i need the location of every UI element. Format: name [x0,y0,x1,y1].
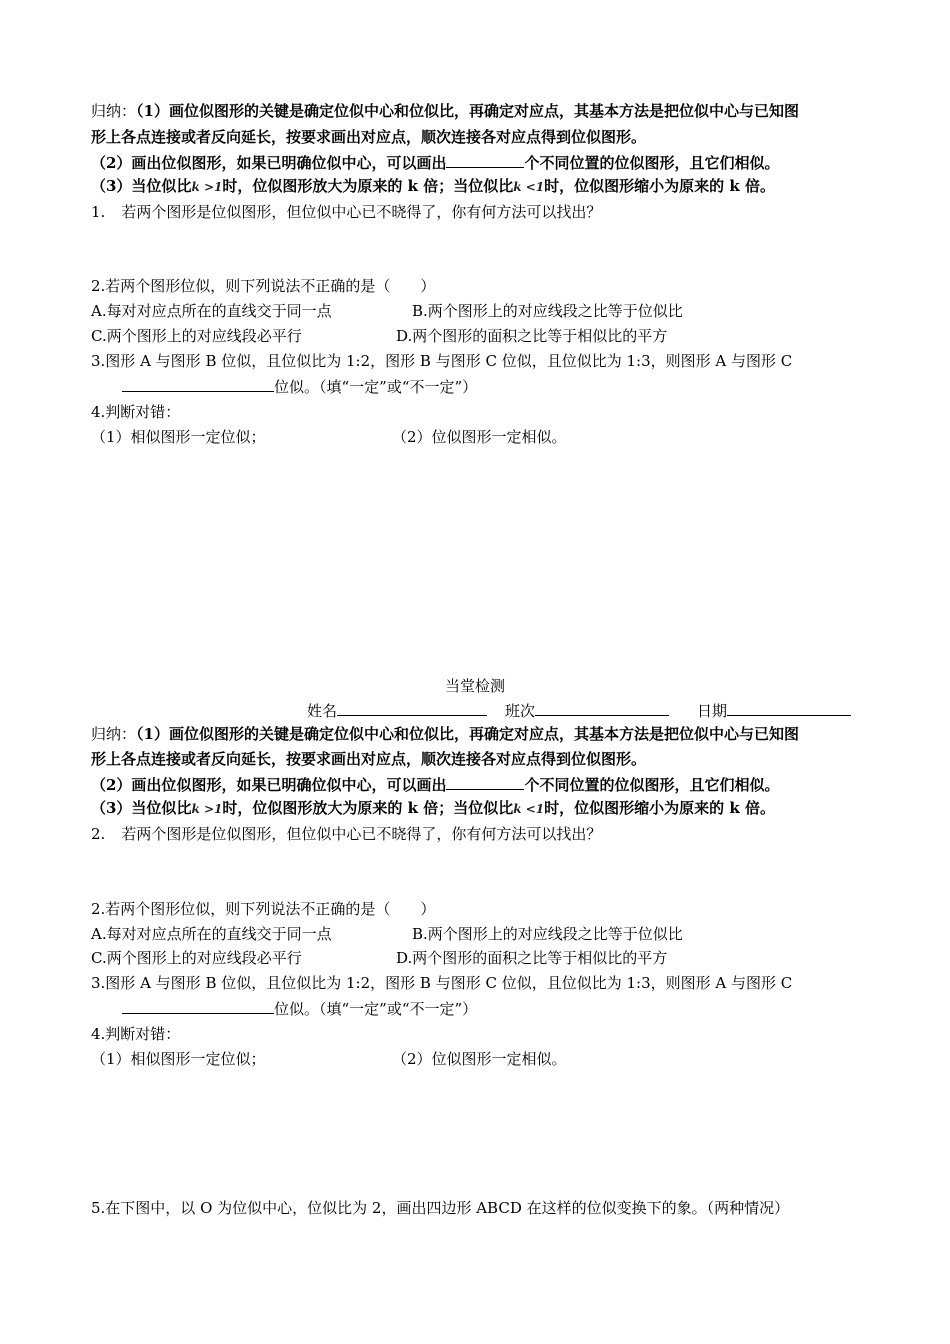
item3-text-b: 时，位似图形放大为原来的 k 倍；当位似比 [222,799,514,817]
question-3-tail: 位似。（填“一定”或“不一定”） [274,1000,478,1018]
item3-text-c: 时，位似图形缩小为原来的 k 倍。 [544,177,775,195]
option-a: A.每对对应点所在的直线交于同一点 [91,925,332,943]
question-2: 2.若两个图形位似，则下列说法不正确的是（ ） [91,900,436,918]
item3-text-c: 时，位似图形缩小为原来的 k 倍。 [544,799,775,817]
summary-label: 归纳： [91,725,137,743]
summary-item-2 [91,152,779,173]
question-3-tail: 位似。（填“一定”或“不一定”） [274,378,478,396]
summary-line-1 [91,724,799,744]
summary-item-2 [91,774,779,795]
name-label: 姓名 [307,702,338,720]
question-number: 2. [91,825,106,843]
question-number: 1. [91,203,106,221]
question-3-line-2 [122,376,477,397]
summary-item-3 [91,798,775,819]
summary-text-1: （1）画位似图形的关键是确定位似中心和位似比，再确定对应点，其基本方法是把位似中心与已知图 [136,102,799,120]
question-text: 若两个图形是位似图形，但位似中心已不晓得了，你有何方法可以找出？ [121,825,602,843]
name-field[interactable] [337,700,487,716]
item2-text-b: 个不同位置的位似图形，且它们相似。 [524,776,780,794]
k-less-formula: k <1 [513,180,545,194]
fill-blank[interactable] [446,152,524,168]
item3-text-b: 时，位似图形放大为原来的 k 倍；当位似比 [222,177,514,195]
date-field[interactable] [727,700,851,716]
statement-2: （2）位似图形一定相似。 [392,1050,567,1068]
option-c: C.两个图形上的对应线段必平行 [91,949,302,967]
statement-1: （1）相似图形一定位似； [91,428,266,446]
summary-line-1 [91,101,799,121]
item2-text-a: （2）画出位似图形，如果已明确位似中心，可以画出 [91,154,447,172]
answer-blank[interactable] [122,376,274,392]
summary-line-2: 形上各点连接或者反向延长，按要求画出对应点，顺次连接各对应点得到位似图形。 [91,750,647,768]
summary-label: 归纳： [91,102,137,120]
question-4: 4.判断对错： [91,1025,181,1043]
class-label: 班次 [505,702,536,720]
item2-text-a: （2）画出位似图形，如果已明确位似中心，可以画出 [91,776,447,794]
question-3: 3.图形 A 与图形 B 位似，且位似比为 1:2，图形 B 与图形 C 位似，且位似比为 1:3，则图形 A 与图形 C [91,974,793,992]
student-info-row [307,700,851,721]
question-3-line-2 [122,998,477,1019]
date-label: 日期 [697,702,728,720]
section-title: 当堂检测 [444,677,505,695]
option-d: D.两个图形的面积之比等于相似比的平方 [396,949,668,967]
fill-blank[interactable] [446,774,524,790]
question-4: 4.判断对错： [91,403,181,421]
option-b: B.两个图形上的对应线段之比等于位似比 [412,925,683,943]
item3-text-a: （3）当位似比 [91,177,192,195]
option-b: B.两个图形上的对应线段之比等于位似比 [412,302,683,320]
question-1 [91,202,601,222]
question-3: 3.图形 A 与图形 B 位似，且位似比为 1:2，图形 B 与图形 C 位似，且位似比为 1:3，则图形 A 与图形 C [91,352,793,370]
option-d: D.两个图形的面积之比等于相似比的平方 [396,327,668,345]
k-greater-formula: k >1 [191,802,223,816]
question-5: 5.在下图中，以 O 为位似中心，位似比为 2，画出四边形 ABCD 在这样的位似变换下的象。（两种情况） [91,1199,790,1217]
summary-item-3 [91,176,775,197]
item3-text-a: （3）当位似比 [91,799,192,817]
answer-blank[interactable] [122,998,274,1014]
statement-1: （1）相似图形一定位似； [91,1050,266,1068]
question-text: 若两个图形是位似图形，但位似中心已不晓得了，你有何方法可以找出？ [121,203,602,221]
class-field[interactable] [535,700,669,716]
question-1 [91,824,601,844]
question-2: 2.若两个图形位似，则下列说法不正确的是（ ） [91,277,436,295]
k-less-formula: k <1 [513,802,545,816]
option-c: C.两个图形上的对应线段必平行 [91,327,302,345]
k-greater-formula: k >1 [191,180,223,194]
statement-2: （2）位似图形一定相似。 [392,428,567,446]
option-a: A.每对对应点所在的直线交于同一点 [91,302,332,320]
summary-text-1: （1）画位似图形的关键是确定位似中心和位似比，再确定对应点，其基本方法是把位似中心与已知图 [136,725,799,743]
summary-line-2: 形上各点连接或者反向延长，按要求画出对应点，顺次连接各对应点得到位似图形。 [91,128,647,146]
item2-text-b: 个不同位置的位似图形，且它们相似。 [524,154,780,172]
